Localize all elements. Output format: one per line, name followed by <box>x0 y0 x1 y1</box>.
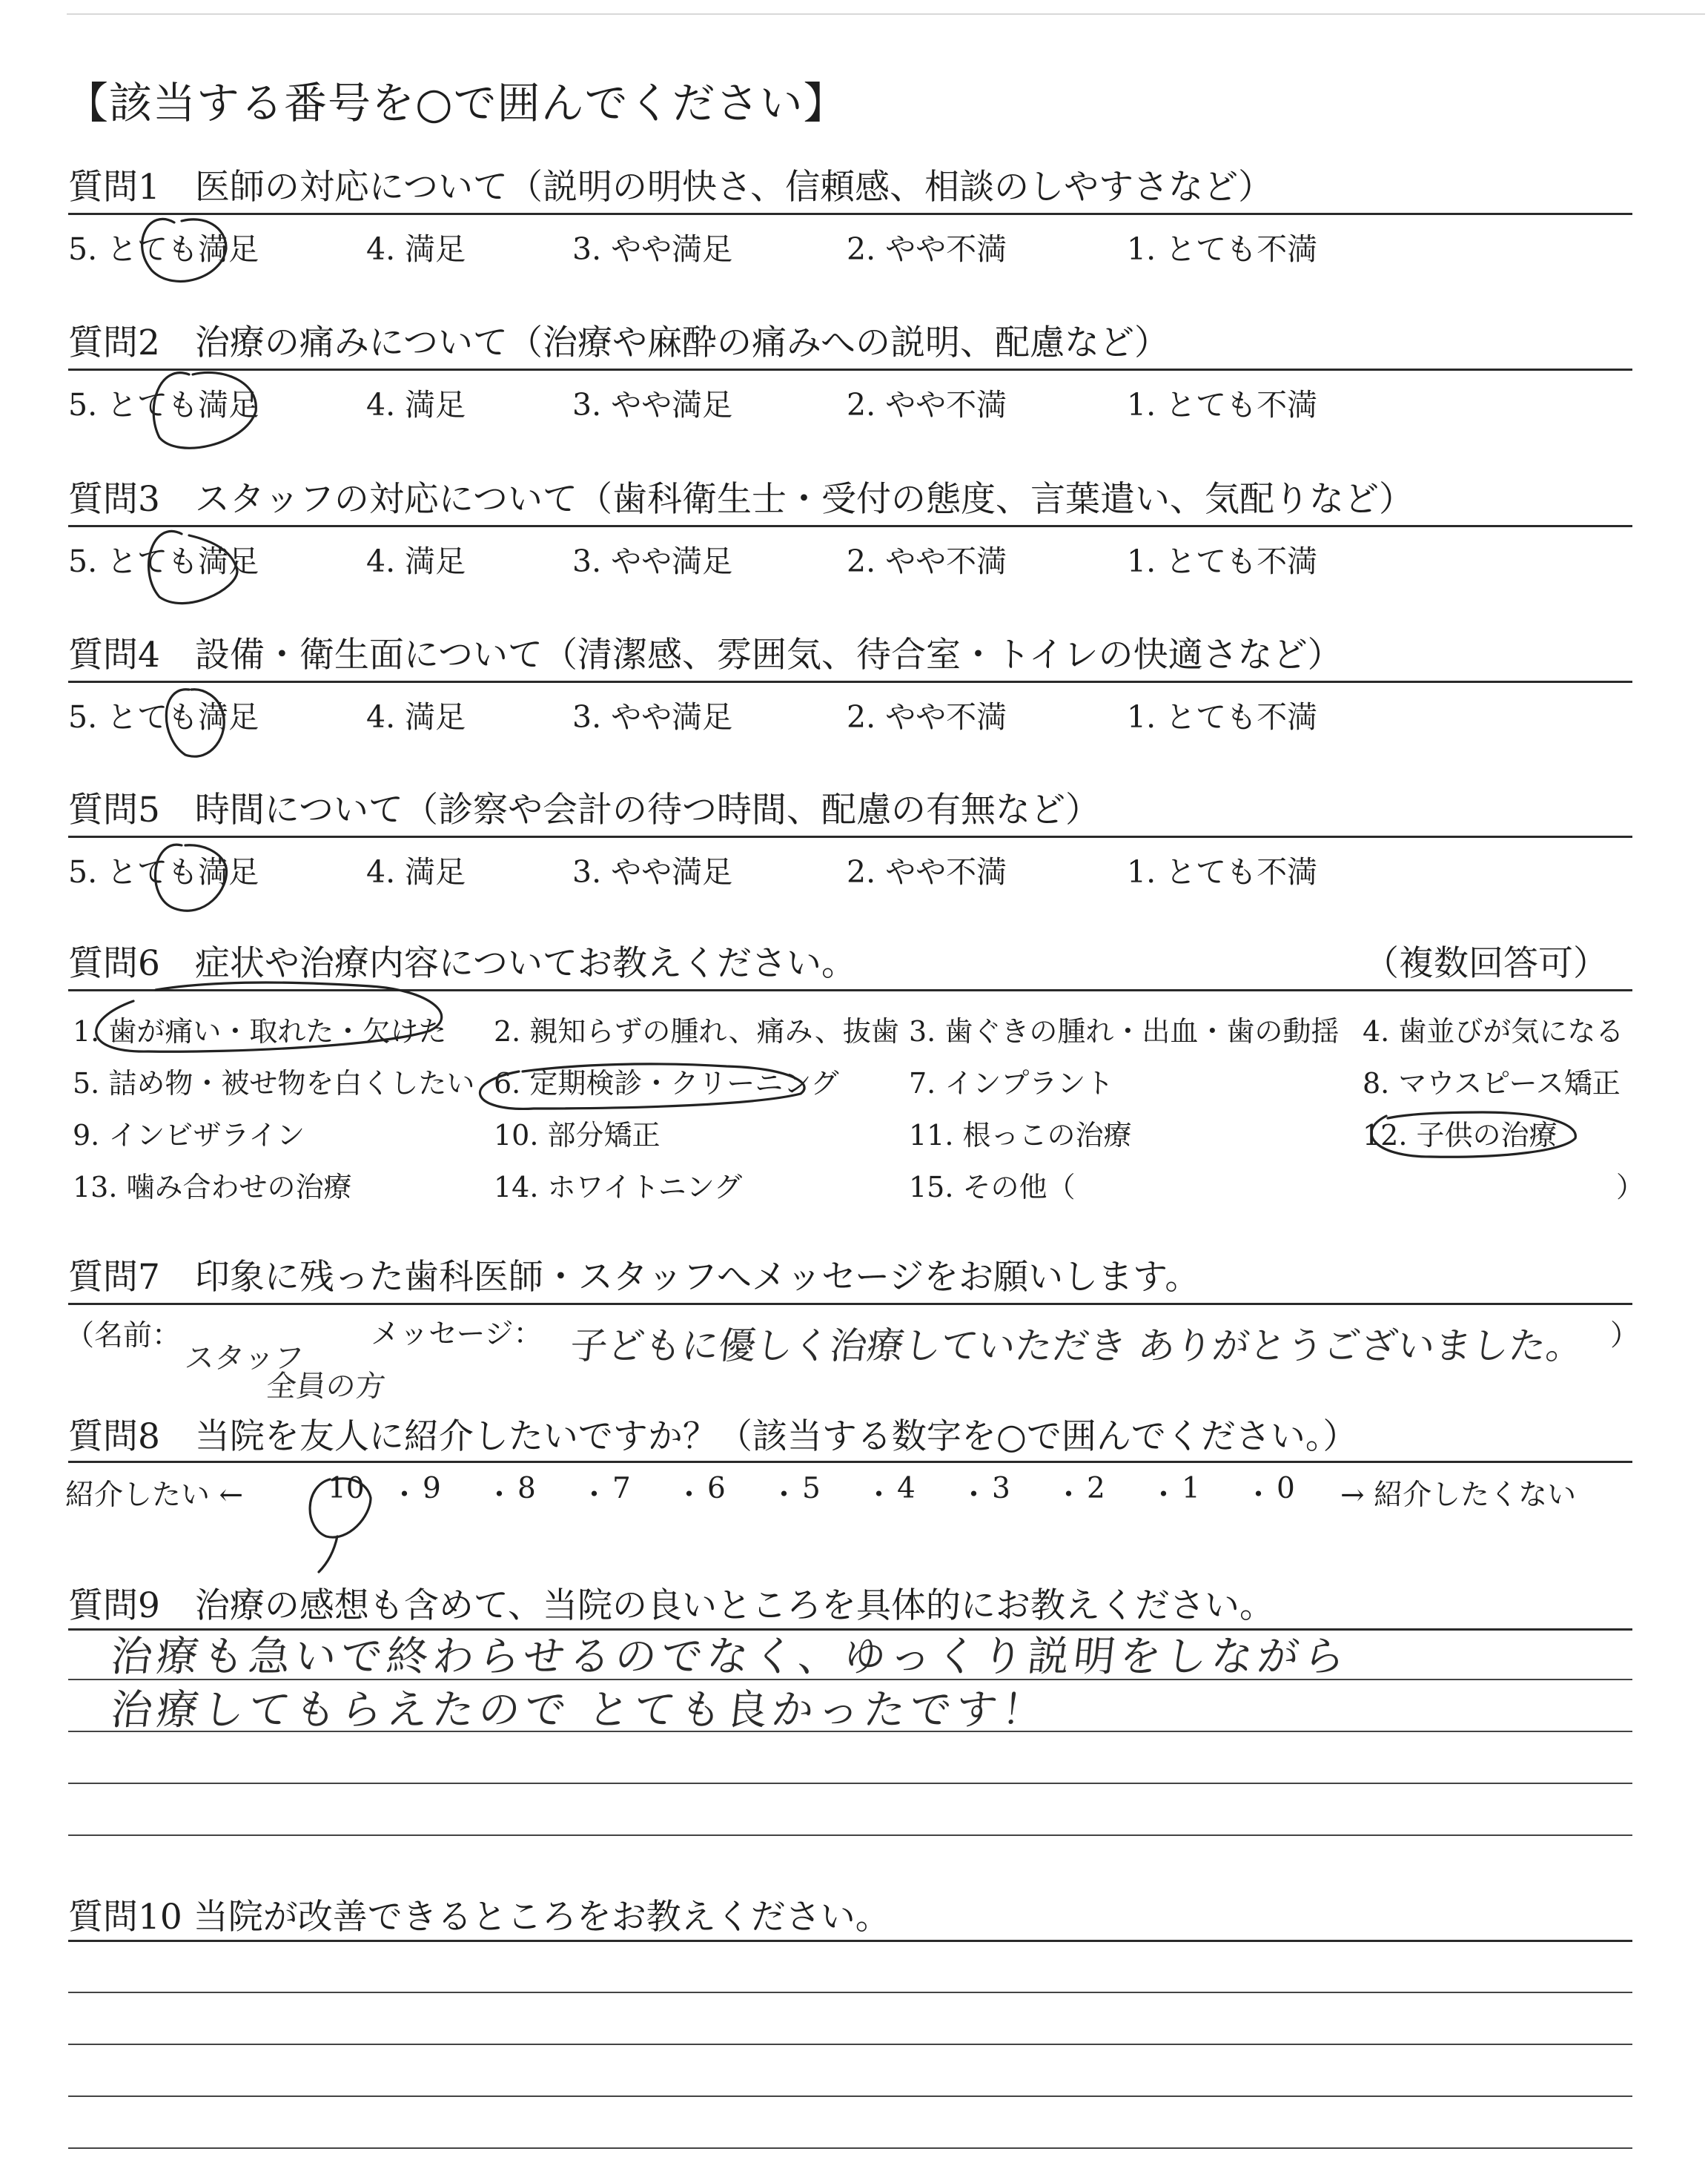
q4-option-1[interactable]: 1. とても不満 <box>1127 699 1318 735</box>
q7-handwritten-name: スタッフ <box>183 1341 306 1375</box>
q7-handwritten-name-2: 全員の方 <box>265 1370 388 1404</box>
q8-rule <box>68 1461 1632 1463</box>
q2-option-2[interactable]: 2. やや不満 <box>847 387 1007 423</box>
q7-message-label: メッセージ： <box>371 1318 543 1351</box>
q3-rule <box>68 525 1632 527</box>
q3-option-1[interactable]: 1. とても不満 <box>1127 544 1318 579</box>
q8-scale-1[interactable]: 1 <box>1182 1472 1200 1505</box>
q5-rule <box>68 836 1632 838</box>
q8-scale-separator: ・ <box>675 1479 704 1512</box>
q7-name-label: （名前： <box>65 1319 182 1353</box>
q4-option-5[interactable]: 5. とても満足 <box>68 699 259 735</box>
q9-title: 質問9 治療の感想も含めて、当院の良いところを具体的にお教えください。 <box>68 1585 1274 1626</box>
q8-scale-2[interactable]: 2 <box>1087 1472 1105 1505</box>
q8-scale-3[interactable]: 3 <box>992 1472 1010 1505</box>
q4-option-2[interactable]: 2. やや不満 <box>847 699 1007 735</box>
q6-option-15[interactable]: 15. その他（ <box>909 1171 1076 1203</box>
q8-scale-10[interactable]: 10 <box>328 1472 365 1505</box>
q6-option-10[interactable]: 10. 部分矯正 <box>494 1119 661 1152</box>
q5-option-2[interactable]: 2. やや不満 <box>847 854 1007 890</box>
q8-scale-separator: ・ <box>580 1479 609 1512</box>
q4-option-3[interactable]: 3. やや満足 <box>572 699 733 735</box>
q9-rule-5 <box>68 1834 1632 1836</box>
q8-scale-separator: ・ <box>864 1479 894 1512</box>
q8-scale-separator: ・ <box>390 1479 420 1512</box>
q6-option-4[interactable]: 4. 歯並びが気になる <box>1363 1015 1624 1048</box>
q8-scale-separator: ・ <box>1149 1479 1179 1512</box>
q8-scale-4[interactable]: 4 <box>897 1472 916 1505</box>
q1-option-1[interactable]: 1. とても不満 <box>1127 231 1318 267</box>
q8-right-label: → 紹介したくない <box>1340 1479 1577 1512</box>
q4-rule <box>68 681 1632 683</box>
q3-option-3[interactable]: 3. やや満足 <box>572 544 733 579</box>
q10-rule-4 <box>68 2095 1632 2097</box>
q10-rule-1 <box>68 1940 1632 1942</box>
q10-rule-2 <box>68 1992 1632 1993</box>
q1-rule <box>68 213 1632 215</box>
q6-option-14[interactable]: 14. ホワイトニング <box>494 1171 743 1203</box>
q8-scale-separator: ・ <box>769 1479 799 1512</box>
q5-option-4[interactable]: 4. 満足 <box>366 854 466 890</box>
q3-option-4[interactable]: 4. 満足 <box>366 544 466 579</box>
q2-option-4[interactable]: 4. 満足 <box>366 387 466 423</box>
q9-rule-4 <box>68 1783 1632 1784</box>
q6-option-3[interactable]: 3. 歯ぐきの腫れ・出血・歯の動揺 <box>909 1015 1340 1048</box>
q5-option-1[interactable]: 1. とても不満 <box>1127 854 1318 890</box>
q8-scale-9[interactable]: 9 <box>423 1472 441 1505</box>
q6-option-5[interactable]: 5. 詰め物・被せ物を白くしたい <box>73 1067 475 1100</box>
q6-option-8[interactable]: 8. マウスピース矯正 <box>1363 1067 1621 1100</box>
q6-other-close-paren: ） <box>1616 1171 1645 1203</box>
q8-scale-8[interactable]: 8 <box>517 1472 536 1505</box>
q5-title: 質問5 時間について（診察や会計の待つ時間、配慮の有無など） <box>68 790 1100 830</box>
q8-scale-separator: ・ <box>959 1479 989 1512</box>
q5-option-3[interactable]: 3. やや満足 <box>572 854 733 890</box>
q7-title: 質問7 印象に残った歯科医師・スタッフへメッセージをお願いします。 <box>68 1257 1200 1298</box>
q3-option-2[interactable]: 2. やや不満 <box>847 544 1007 579</box>
q8-left-label: 紹介したい ← <box>65 1479 244 1512</box>
q10-rule-5 <box>68 2147 1632 2149</box>
q3-option-5[interactable]: 5. とても満足 <box>68 544 259 579</box>
q2-option-1[interactable]: 1. とても不満 <box>1127 387 1318 423</box>
q1-option-2[interactable]: 2. やや不満 <box>847 231 1007 267</box>
q8-scale-0[interactable]: 0 <box>1277 1472 1295 1505</box>
q4-title: 質問4 設備・衛生面について（清潔感、雰囲気、待合室・トイレの快適さなど） <box>68 635 1343 676</box>
q8-scale-separator: ・ <box>1054 1479 1084 1512</box>
q8-scale-separator: ・ <box>1244 1479 1274 1512</box>
q6-option-1[interactable]: 1. 歯が痛い・取れた・欠けた <box>73 1015 447 1048</box>
q6-option-2[interactable]: 2. 親知らずの腫れ、痛み、抜歯 <box>494 1015 899 1048</box>
q9-handwritten-line-1: 治療も急いで終わらせるのでなく、ゆっくり説明をしながら <box>108 1633 1352 1681</box>
q8-scale-6[interactable]: 6 <box>707 1472 726 1505</box>
q6-rule <box>68 989 1632 991</box>
q9-handwritten-line-2: 治療してもらえたので とても良かったです！ <box>108 1686 1050 1734</box>
q2-option-3[interactable]: 3. やや満足 <box>572 387 733 423</box>
q6-option-7[interactable]: 7. インプラント <box>909 1067 1114 1100</box>
q6-note: （複数回答可） <box>1364 943 1608 984</box>
q3-title: 質問3 スタッフの対応について（歯科衛生士・受付の態度、言葉遣い、気配りなど） <box>68 479 1414 520</box>
q8-scale-5[interactable]: 5 <box>802 1472 821 1505</box>
q6-title: 質問6 症状や治療内容についてお教えください。 <box>68 943 856 984</box>
q7-rule <box>68 1303 1632 1305</box>
q8-scale-separator: ・ <box>485 1479 514 1512</box>
q6-option-12[interactable]: 12. 子供の治療 <box>1363 1119 1558 1152</box>
q10-rule-3 <box>68 2044 1632 2045</box>
q7-handwritten-message: 子どもに優しく治療していただき ありがとうございました。 <box>568 1324 1586 1367</box>
q10-title: 質問10 当院が改善できるところをお教えください。 <box>68 1897 890 1938</box>
q6-option-9[interactable]: 9. インビザライン <box>73 1119 305 1152</box>
q4-option-4[interactable]: 4. 満足 <box>366 699 466 735</box>
q6-option-11[interactable]: 11. 根っこの治療 <box>909 1119 1132 1152</box>
q1-title: 質問1 医師の対応について（説明の明快さ、信頼感、相談のしやすさなど） <box>68 167 1274 208</box>
scan-edge-line <box>67 13 1705 15</box>
q8-scale-7[interactable]: 7 <box>612 1472 631 1505</box>
page-heading: 【該当する番号を○で囲んでください】 <box>65 78 847 128</box>
q8-title: 質問8 当院を友人に紹介したいですか？（該当する数字を○で囲んでください。） <box>68 1416 1358 1457</box>
q2-rule <box>68 369 1632 371</box>
q6-option-13[interactable]: 13. 噛み合わせの治療 <box>73 1171 352 1203</box>
q6-option-6[interactable]: 6. 定期検診・クリーニング <box>494 1067 839 1100</box>
q2-option-5[interactable]: 5. とても満足 <box>68 387 259 423</box>
q1-option-5[interactable]: 5. とても満足 <box>68 231 259 267</box>
q7-close-paren: ） <box>1610 1319 1640 1353</box>
q5-option-5[interactable]: 5. とても満足 <box>68 854 259 890</box>
q1-option-3[interactable]: 3. やや満足 <box>572 231 733 267</box>
q1-option-4[interactable]: 4. 満足 <box>366 231 466 267</box>
q2-title: 質問2 治療の痛みについて（治療や麻酔の痛みへの説明、配慮など） <box>68 323 1170 363</box>
